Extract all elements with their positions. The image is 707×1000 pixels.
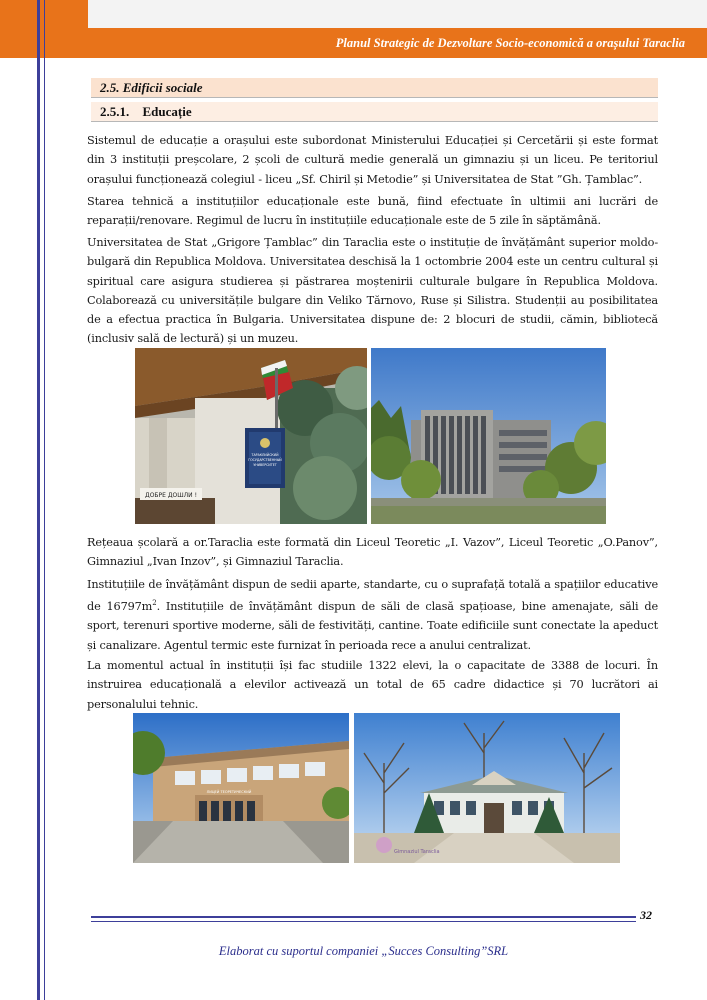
- section-heading-text: 2.5. Edificii sociale: [100, 80, 203, 95]
- photo-gymnasium-building: [354, 713, 620, 863]
- svg-text:УНИВЕРСИТЕТ: УНИВЕРСИТЕТ: [253, 463, 277, 467]
- margin-rule-thick: [37, 0, 40, 1000]
- svg-text:ГОСУДАРСТВЕННЫЙ: ГОСУДАРСТВЕННЫЙ: [248, 458, 282, 462]
- footer-rule-thick: [91, 916, 636, 918]
- subsection-title: Educație: [142, 104, 192, 119]
- photo-lyceum-building: [133, 713, 349, 863]
- paragraph-school-network: Rețeaua școlară a or.Taraclia este formată din Liceul Teoretic „I. Vazov”, Liceul Teoretic „O.Panov”, Gimnaziul „Ivan Inzov”, și Gimnaziul Taraclia.: [87, 536, 658, 569]
- svg-text:ЛИЦЕЙ ТЕОРЕТИЧЕСКИЙ: ЛИЦЕЙ ТЕОРЕТИЧЕСКИЙ: [206, 790, 252, 794]
- gymnasium-watermark: Gimnaziul Taraclia: [394, 849, 440, 855]
- photo-university-entrance: [135, 348, 367, 524]
- paragraph-education-system: Sistemul de educație a orașului este subordonat Ministerului Educației și Cercetării și este format din 3 instituții preșcolare, 2 școli de cultură medie generală un gimnaziu și un liceu. Pe teritoriul orașului funcționează colegiul - liceu „Sf. Chiril și Metodie” și Universitatea de Stat ”Gh. Țamblac”.: [87, 134, 658, 186]
- area-unit-superscript: 2: [152, 599, 157, 608]
- facilities-text-start: Instituțiile de învățământ dispun de sedii aparte, standarte, cu o suprafață totală a spațiilor educative de 16797m: [87, 578, 658, 614]
- header-title-bar: [88, 28, 707, 58]
- facilities-text-end: . Instituțiile de învățământ dispun de săli de clasă spațioase, bine amenajate, săli de sport, terenuri sportive moderne, săli de festivități, cantine. Toate edificiile sunt conectate la apeduct și canalizare. Agentul termic este furnizat în perioada rece a anului centralizat.: [87, 600, 658, 652]
- photo-university-building: [371, 348, 606, 524]
- paragraph-students-staff: La momentul actual în instituții își fac studiile 1322 elevi, la o capacitate de 3388 de locuri. În instruirea educațională a elevilor activează un total de 65 cadre didactice și 70 lucrători ai personalului tehnic.: [87, 659, 658, 711]
- paragraph-technical-state: Starea tehnică a instituțiilor educaționale este bună, fiind efectuate în ultimii ani lucrări de reparații/renovare. Regimul de lucru în instituțiile educaționale este de 5 zile în săptămână.: [87, 195, 658, 228]
- section-heading: [91, 78, 658, 98]
- paragraph-university: Universitatea de Stat „Grigore Țamblac” din Taraclia este o instituție de învățământ superior moldo-bulgară din Republica Moldova. Universitatea deschisă la 1 octombrie 2004 este un centru cultural și spiritual care asigura studierea și păstrarea moștenirii culturale bulgare în Republica Moldova. Colaborează cu universitățile bulgare din Veliko Tărnovo, Ruse și Silistra. Studenții au posibilitatea de a efectua practica în Bulgaria. Universitatea dispune de: 2 blocuri de studii, cămin, bibliotecă (inclusiv sală de lectură) și un muzeu.: [87, 236, 658, 346]
- footer-credit: Elaborat cu suportul companiei „Succes Consulting”SRL: [218, 944, 509, 958]
- svg-text:ДОБРЕ ДОШЛИ !: ДОБРЕ ДОШЛИ !: [145, 492, 197, 499]
- subsection-number: 2.5.1.: [100, 104, 130, 119]
- header-title: Planul Strategic de Dezvoltare Socio-economică a orașului Taraclia: [335, 35, 685, 50]
- svg-text:ТАРАКЛИЙСКИЙ: ТАРАКЛИЙСКИЙ: [251, 453, 279, 457]
- subsection-heading: [91, 102, 658, 122]
- margin-rule-thin: [44, 0, 45, 1000]
- page-number: 32: [640, 908, 652, 922]
- paragraph-school-facilities: [87, 575, 658, 655]
- footer-rule-thin: [91, 921, 636, 922]
